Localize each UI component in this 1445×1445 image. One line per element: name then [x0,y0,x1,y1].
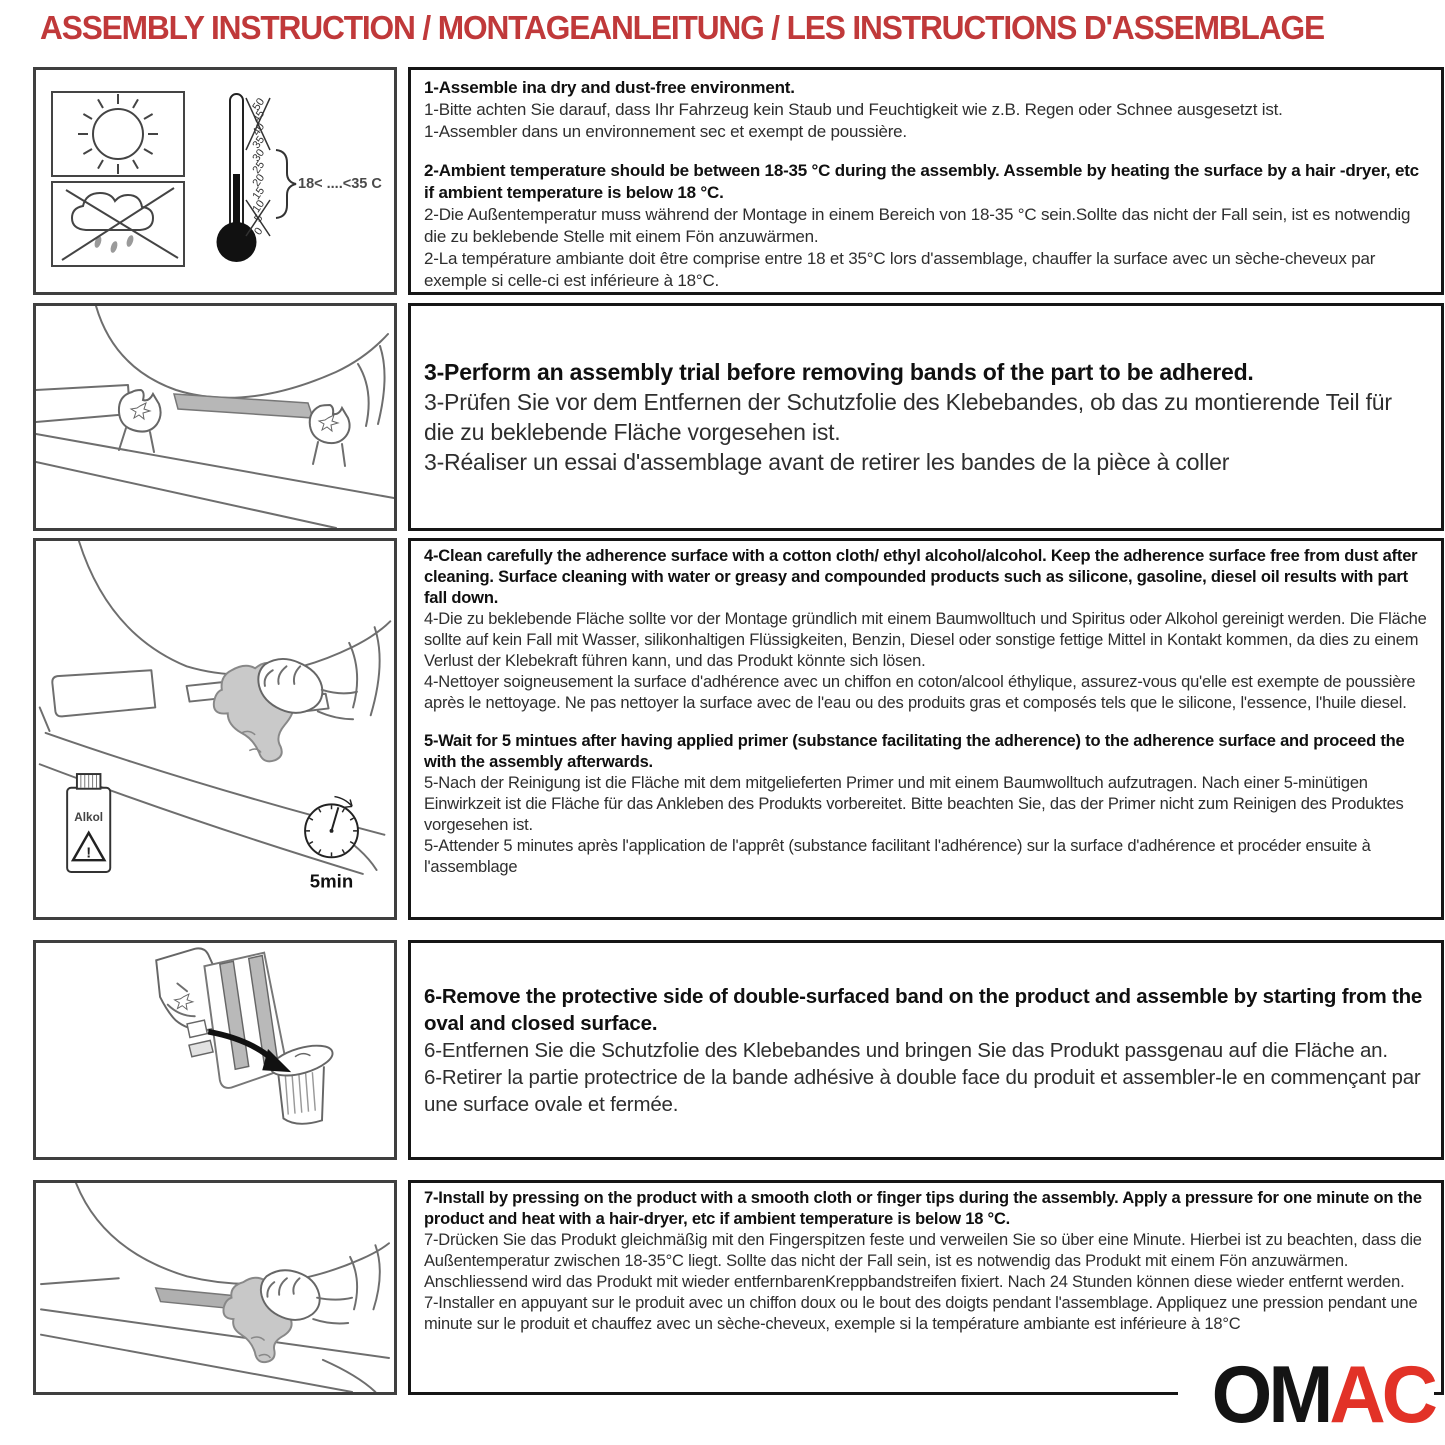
svg-text:20: 20 [250,172,268,190]
environment-illustration [36,70,394,292]
trial-fit-illustration [36,306,394,528]
clock-icon [305,797,358,892]
instruction-line: 7-Drücken Sie das Produkt gleichmäßig mit den Fingerspitzen feste und verweilen Sie so über eine Minute. Hierbei ist zu beachten, dass die Außentemperatur zwischen 18-35°C liegt. Sollte das nicht der Fall sein, ist es notwendig das Produkt mit einem Fön anzuwärmen. Anschliessend wird das Produkt mit wieder entfernbarenKreppbandstreifen fixiert. Nach 24 Stunden können diese wieder entfernt werden. [424,1231,1422,1291]
svg-text:35: 35 [250,134,268,152]
instruction-line: 5-Attender 5 minutes après l'application de l'apprêt (substance facilitant l'adhérence) sur la surface d'adhérence et procéder ensuite à l'assemblage [424,837,1371,876]
logo-text-red: AC [1329,1348,1434,1440]
svg-text:50: 50 [250,96,268,114]
instruction-row-4 [0,940,1445,1160]
figure-trial-fit [33,303,397,531]
figure-environment [33,67,397,295]
svg-text:30: 30 [250,147,268,165]
remove-band-illustration [36,943,394,1157]
instruction-line: 4-Die zu beklebende Fläche sollte vor der Montage gründlich mit einem Baumwolltuch und Spiritus oder Alkohol gereinigt werden. Die Fläche sollte auf kein Fall mit Wasser, silikonhaltigen Flüssigkeiten, Benzin, Diesel oder sonstige fettige Mittel in Kontakt kommen, da dies zu einem Verlust der Klebekraft führen kann, und das Produkt könnte sich lösen. [424,610,1427,670]
press-product-illustration [36,1183,394,1392]
instruction-line: 4-Nettoyer soigneusement la surface d'adhérence avec un chiffon en coton/alcool éthylique, assurez-vous qu'elle est exempte de poussière après le nettoyage. Ne pas nettoyer la surface avec de l'eau ou des produits gras et composés tels que le silicone, l'essence, l'huile diesel. [424,673,1416,712]
svg-text:25: 25 [250,159,268,177]
instruction-line: 2-Die Außentemperatur muss während der Montage in einem Bereich von 18-35 °C sein.Sollte das nicht der Fall sein, ist es notwendig die zu beklebende Stelle mit einem Fön anzuwärmen. [424,205,1411,246]
instructions-step-4-5 [408,538,1444,920]
svg-text:15: 15 [250,185,268,203]
instruction-row-3 [0,538,1445,920]
thermometer-icon [217,94,383,262]
instruction-line: 4-Clean carefully the adherence surface with a cotton cloth/ ethyl alcohol/alcohol. Keep the adherence surface free from dust after cleaning. Surface cleaning with water or greasy and compounded products such as silicone, gasoline, diesel oil results with part fall down. [424,547,1418,607]
svg-text:0: 0 [252,225,266,238]
svg-text:5: 5 [252,212,266,225]
instruction-line: 3-Prüfen Sie vor dem Entfernen der Schutzfolie des Klebebandes, ob das zu montierende Teil für die zu beklebende Fläche vorgesehen ist. [424,389,1392,445]
right-hand-icon [310,405,350,466]
instruction-line: 3-Perform an assembly trial before removing bands of the part to be adhered. [424,359,1254,385]
clean-surface-illustration [36,541,394,917]
svg-text:45: 45 [250,108,268,126]
instruction-line: 1-Bitte achten Sie darauf, dass Ihr Fahrzeug kein Staub und Feuchtigkeit wie z.B. Regen oder Schnee ausgesetzt ist. [424,100,1283,119]
figure-press-product [33,1180,397,1395]
alcohol-bottle-icon [67,774,110,872]
instruction-line: 6-Entfernen Sie die Schutzfolie des Klebebandes und bringen Sie das Produkt passgenau auf die Fläche an. [424,1038,1388,1062]
no-rain-icon [62,188,178,260]
instruction-line: 2-Ambient temperature should be between 18-35 °C during the assembly. Assemble by heating the surface by a hair -dryer, etc if ambient temperature is below 18 °C. [424,161,1419,202]
page-title: ASSEMBLY INSTRUCTION / MONTAGEANLEITUNG / LES INSTRUCTIONS D'ASSEMBLAGE [40,9,1324,46]
svg-text:10: 10 [250,198,268,216]
temp-range-label: 18< ....<35 C [298,176,382,192]
instructions-step-6 [408,940,1444,1160]
wait-time-label: 5min [309,870,354,892]
instruction-line: 2-La température ambiante doit être comprise entre 18 et 35°C lors d'assemblage, chauffer la surface avec un sèche-cheveux par exemple si celle-ci est inférieure à 18°C. [424,249,1376,290]
instruction-line: 1-Assemble ina dry and dust-free environment. [424,78,795,97]
bottle-label: Alkol [74,811,104,825]
instruction-line: 6-Remove the protective side of double-surfaced band on the product and assemble by starting from the oval and closed surface. [424,984,1423,1035]
instruction-row-2 [0,303,1445,531]
svg-text:40: 40 [250,121,268,139]
omac-logo [1178,1348,1434,1440]
instructions-step-3 [408,303,1444,531]
instructions-step-1-2 [408,67,1444,295]
instruction-line: 3-Réaliser un essai d'assemblage avant de retirer les bandes de la pièce à coller [424,449,1230,475]
figure-remove-band [33,940,397,1160]
left-hand-icon [119,390,161,452]
instruction-line: 5-Nach der Reinigung ist die Fläche mit dem mitgelieferten Primer und mit einem Baumwolltuch aufzutragen. Nach einer 5-minütigen Einwirkzeit ist die Fläche für das Ankleben des Produkts vorbereitet. Bitte beachten Sie, das der Primer nicht zum Reinigen des Produktes vorgesehen ist. [424,774,1404,834]
instruction-line: 5-Wait for 5 mintues after having applied primer (substance facilitating the adherence) to the adherence surface and proceed the with the assembly afterwards. [424,732,1405,771]
figure-clean-surface [33,538,397,920]
instruction-line: 1-Assembler dans un environnement sec et exempt de poussière. [424,122,907,141]
instruction-line: 6-Retirer la partie protectrice de la bande adhésive à double face du produit et assembler-le en commençant par une surface ovale et fermée. [424,1065,1421,1116]
sun-icon [78,94,158,174]
warning-exclamation: ! [86,845,92,862]
instruction-line: 7-Installer en appuyant sur le produit avec un chiffon doux ou le bout des doigts pendant l'assemblage. Appliquez une pression pendant une minute sur le produit et chauffez avec un sèche-cheveux, exemple si la température ambiante est inférieure à 18°C [424,1294,1418,1333]
instruction-row-1 [0,67,1445,295]
instruction-line: 7-Install by pressing on the product with a smooth cloth or finger tips during the assembly. Apply a pressure for one minute on the product and heat with a hair-dryer, etc if ambient temperature is below 18 °C. [424,1189,1422,1228]
logo-text-black: OM [1211,1348,1330,1440]
